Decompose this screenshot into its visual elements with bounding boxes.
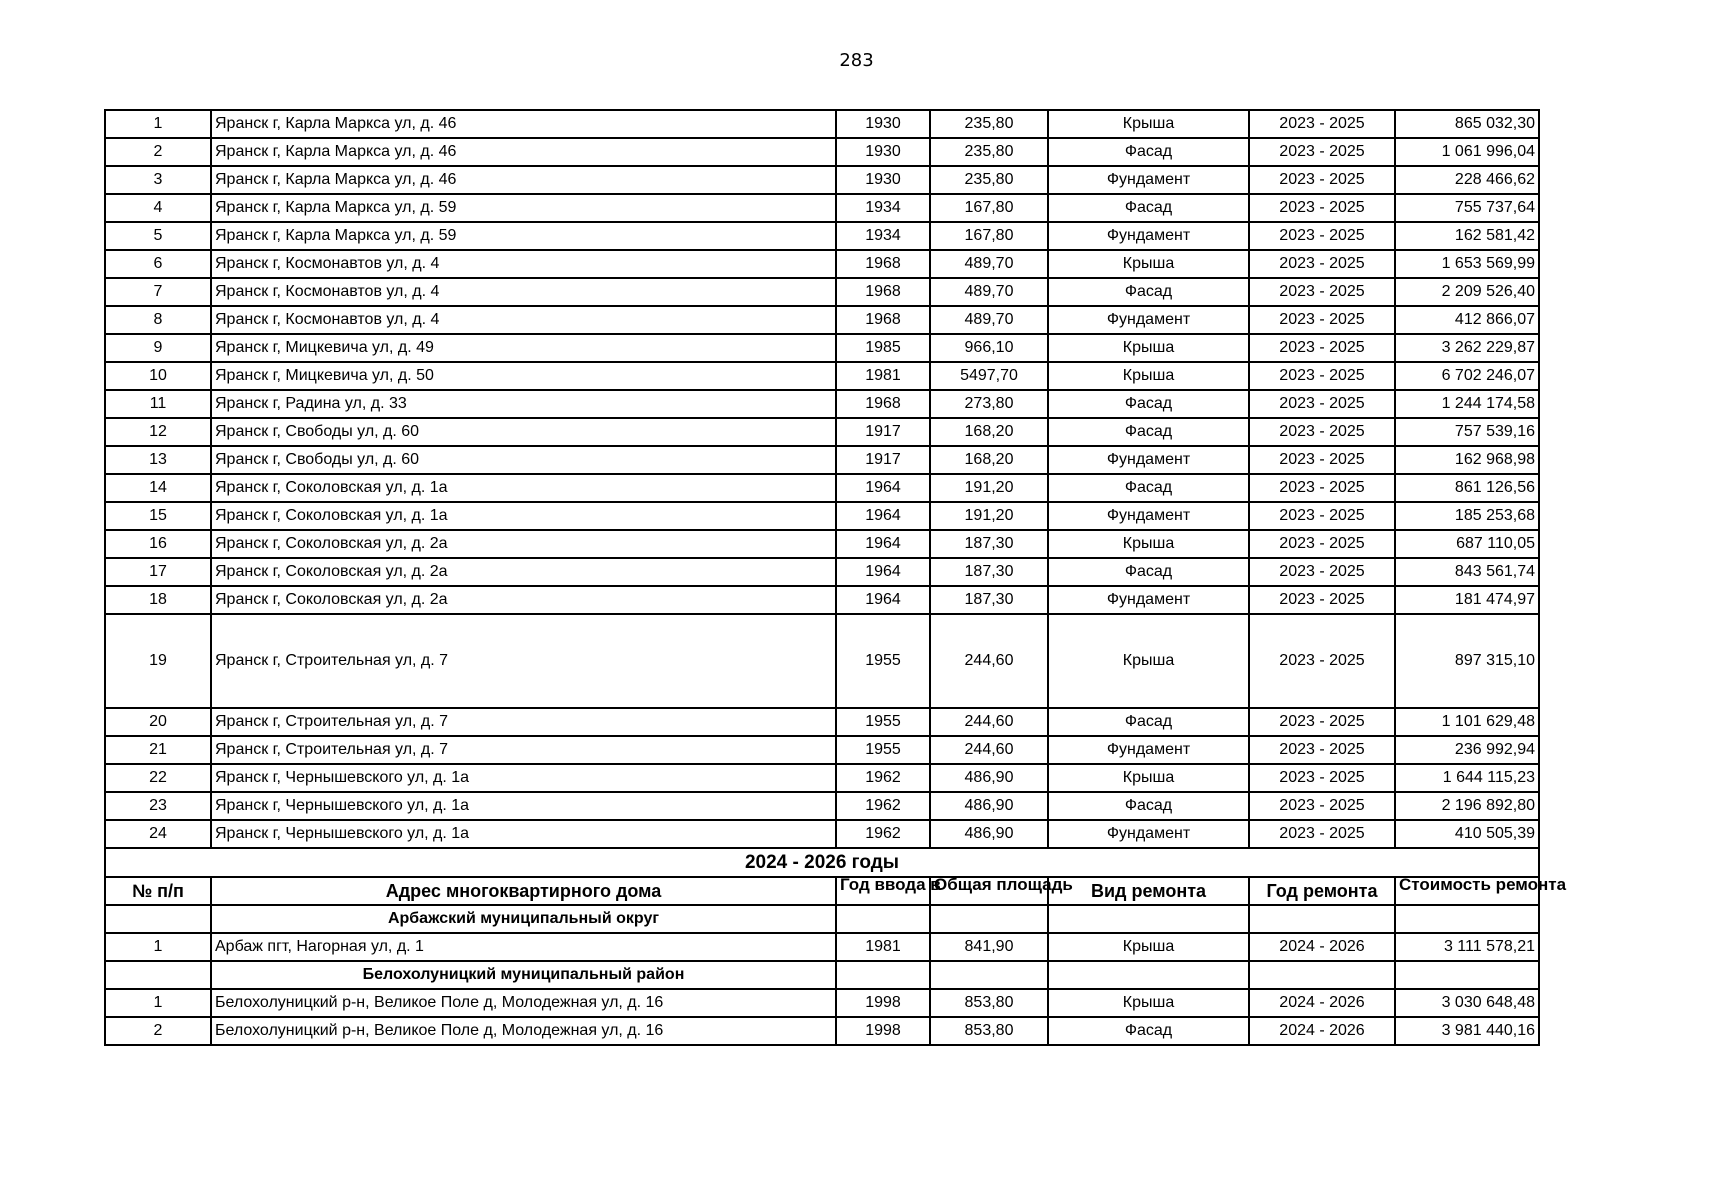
row-repair-type: Фасад <box>1048 792 1249 820</box>
row-repair-period: 2023 - 2025 <box>1249 764 1395 792</box>
row-repair-type: Крыша <box>1048 334 1249 362</box>
row-cost: 162 581,42 <box>1395 222 1539 250</box>
row-repair-period: 2024 - 2026 <box>1249 933 1395 961</box>
row-repair-period: 2023 - 2025 <box>1249 558 1395 586</box>
row-cost: 687 110,05 <box>1395 530 1539 558</box>
row-repair-period: 2023 - 2025 <box>1249 530 1395 558</box>
empty-cell <box>836 905 930 933</box>
row-number: 5 <box>105 222 211 250</box>
district-name: Арбажский муниципальный округ <box>211 905 836 933</box>
row-number: 16 <box>105 530 211 558</box>
district-name: Белохолуницкий муниципальный район <box>211 961 836 989</box>
row-year-built: 1968 <box>836 390 930 418</box>
row-year-built: 1955 <box>836 708 930 736</box>
row-repair-type: Крыша <box>1048 764 1249 792</box>
page-number: 283 <box>839 50 874 71</box>
row-number: 4 <box>105 194 211 222</box>
row-address: Яранск г, Космонавтов ул, д. 4 <box>211 278 836 306</box>
row-number: 8 <box>105 306 211 334</box>
table-row <box>105 736 1539 764</box>
table-row <box>105 250 1539 278</box>
row-cost: 1 101 629,48 <box>1395 708 1539 736</box>
row-area: 168,20 <box>930 418 1048 446</box>
row-address: Яранск г, Карла Маркса ул, д. 59 <box>211 222 836 250</box>
row-year-built: 1968 <box>836 306 930 334</box>
row-number: 2 <box>105 138 211 166</box>
table-body-2023-2025 <box>105 110 1539 848</box>
row-number: 3 <box>105 166 211 194</box>
row-number: 13 <box>105 446 211 474</box>
table-row <box>105 110 1539 138</box>
header-area <box>930 875 1073 905</box>
row-address: Яранск г, Соколовская ул, д. 2а <box>211 530 836 558</box>
row-repair-type: Фундамент <box>1048 736 1249 764</box>
row-year-built: 1964 <box>836 474 930 502</box>
row-address: Яранск г, Строительная ул, д. 7 <box>211 614 836 708</box>
row-cost: 755 737,64 <box>1395 194 1539 222</box>
row-area: 244,60 <box>930 614 1048 708</box>
row-cost: 1 061 996,04 <box>1395 138 1539 166</box>
row-area: 853,80 <box>930 1017 1048 1045</box>
row-year-built: 1981 <box>836 362 930 390</box>
empty-cell <box>1395 905 1539 933</box>
row-repair-period: 2023 - 2025 <box>1249 820 1395 848</box>
row-year-built: 1930 <box>836 138 930 166</box>
row-area: 187,30 <box>930 530 1048 558</box>
row-repair-period: 2023 - 2025 <box>1249 792 1395 820</box>
empty-cell <box>930 905 1048 933</box>
row-address: Яранск г, Карла Маркса ул, д. 46 <box>211 110 836 138</box>
row-repair-period: 2023 - 2025 <box>1249 446 1395 474</box>
row-cost: 3 981 440,16 <box>1395 1017 1539 1045</box>
row-repair-period: 2023 - 2025 <box>1249 474 1395 502</box>
row-area: 273,80 <box>930 390 1048 418</box>
row-address: Яранск г, Соколовская ул, д. 2а <box>211 558 836 586</box>
row-address: Яранск г, Свободы ул, д. 60 <box>211 446 836 474</box>
row-year-built: 1962 <box>836 764 930 792</box>
row-repair-period: 2023 - 2025 <box>1249 250 1395 278</box>
row-number: 19 <box>105 614 211 708</box>
table-row <box>105 446 1539 474</box>
row-year-built: 1962 <box>836 820 930 848</box>
header-repair-type: Вид ремонта <box>1048 877 1249 905</box>
row-address: Яранск г, Свободы ул, д. 60 <box>211 418 836 446</box>
row-area: 853,80 <box>930 989 1048 1017</box>
table-row <box>105 222 1539 250</box>
table-row <box>105 362 1539 390</box>
row-area: 191,20 <box>930 502 1048 530</box>
row-number: 10 <box>105 362 211 390</box>
row-repair-period: 2023 - 2025 <box>1249 362 1395 390</box>
table-row <box>105 334 1539 362</box>
row-address: Яранск г, Карла Маркса ул, д. 59 <box>211 194 836 222</box>
row-number: 7 <box>105 278 211 306</box>
row-repair-type: Крыша <box>1048 933 1249 961</box>
row-repair-period: 2023 - 2025 <box>1249 194 1395 222</box>
empty-cell <box>105 961 211 989</box>
empty-cell <box>836 961 930 989</box>
row-repair-type: Крыша <box>1048 614 1249 708</box>
row-year-built: 1968 <box>836 250 930 278</box>
row-repair-type: Фасад <box>1048 474 1249 502</box>
row-repair-period: 2023 - 2025 <box>1249 418 1395 446</box>
row-repair-type: Фасад <box>1048 278 1249 306</box>
row-address: Яранск г, Соколовская ул, д. 1а <box>211 474 836 502</box>
row-repair-type: Фасад <box>1048 418 1249 446</box>
header-number: № п/п <box>105 877 211 905</box>
row-number: 14 <box>105 474 211 502</box>
table-row <box>105 586 1539 614</box>
table-row <box>105 933 1539 961</box>
row-area: 235,80 <box>930 110 1048 138</box>
row-address: Яранск г, Карла Маркса ул, д. 46 <box>211 138 836 166</box>
row-year-built: 1964 <box>836 586 930 614</box>
row-number: 2 <box>105 1017 211 1045</box>
table-row <box>105 530 1539 558</box>
row-repair-period: 2023 - 2025 <box>1249 502 1395 530</box>
empty-cell <box>1048 905 1249 933</box>
repair-table <box>104 109 1567 1046</box>
row-number: 11 <box>105 390 211 418</box>
table-row <box>105 390 1539 418</box>
row-area: 489,70 <box>930 278 1048 306</box>
row-year-built: 1964 <box>836 558 930 586</box>
empty-cell <box>1249 905 1395 933</box>
table-row <box>105 278 1539 306</box>
row-area: 5497,70 <box>930 362 1048 390</box>
row-repair-type: Фундамент <box>1048 166 1249 194</box>
row-repair-period: 2023 - 2025 <box>1249 138 1395 166</box>
row-number: 22 <box>105 764 211 792</box>
row-repair-type: Фасад <box>1048 194 1249 222</box>
row-repair-period: 2023 - 2025 <box>1249 110 1395 138</box>
row-cost: 2 209 526,40 <box>1395 278 1539 306</box>
row-repair-period: 2023 - 2025 <box>1249 166 1395 194</box>
row-address: Яранск г, Чернышевского ул, д. 1а <box>211 820 836 848</box>
row-repair-type: Фундамент <box>1048 446 1249 474</box>
row-cost: 865 032,30 <box>1395 110 1539 138</box>
row-number: 9 <box>105 334 211 362</box>
row-address: Яранск г, Мицкевича ул, д. 49 <box>211 334 836 362</box>
row-number: 20 <box>105 708 211 736</box>
table-row <box>105 138 1539 166</box>
row-repair-type: Фундамент <box>1048 586 1249 614</box>
row-repair-type: Фундамент <box>1048 820 1249 848</box>
row-year-built: 1981 <box>836 933 930 961</box>
row-repair-period: 2024 - 2026 <box>1249 989 1395 1017</box>
row-area: 167,80 <box>930 194 1048 222</box>
row-year-built: 1934 <box>836 222 930 250</box>
row-address: Яранск г, Чернышевского ул, д. 1а <box>211 764 836 792</box>
row-cost: 861 126,56 <box>1395 474 1539 502</box>
row-cost: 6 702 246,07 <box>1395 362 1539 390</box>
section-title-row <box>105 848 1539 877</box>
row-year-built: 1998 <box>836 1017 930 1045</box>
table-row <box>105 764 1539 792</box>
row-number: 15 <box>105 502 211 530</box>
row-area: 486,90 <box>930 792 1048 820</box>
row-year-built: 1917 <box>836 446 930 474</box>
header-area-text: Общая площадь <box>934 875 1073 894</box>
row-area: 235,80 <box>930 166 1048 194</box>
row-address: Яранск г, Мицкевича ул, д. 50 <box>211 362 836 390</box>
empty-cell <box>105 905 211 933</box>
row-area: 489,70 <box>930 250 1048 278</box>
row-repair-type: Фасад <box>1048 708 1249 736</box>
row-address: Белохолуницкий р-н, Великое Поле д, Молодежная ул, д. 16 <box>211 1017 836 1045</box>
row-repair-type: Крыша <box>1048 362 1249 390</box>
district-row <box>105 905 1539 933</box>
row-year-built: 1968 <box>836 278 930 306</box>
header-cost-text: Стоимость ремонта <box>1399 875 1567 894</box>
header-repair-year: Год ремонта <box>1249 877 1395 905</box>
table-row <box>105 502 1539 530</box>
row-repair-period: 2023 - 2025 <box>1249 736 1395 764</box>
section-title: 2024 - 2026 годы <box>105 848 1539 877</box>
row-address: Яранск г, Соколовская ул, д. 1а <box>211 502 836 530</box>
table-row <box>105 792 1539 820</box>
table-row <box>105 166 1539 194</box>
row-number: 23 <box>105 792 211 820</box>
row-repair-type: Крыша <box>1048 989 1249 1017</box>
row-number: 12 <box>105 418 211 446</box>
row-number: 1 <box>105 989 211 1017</box>
row-address: Яранск г, Строительная ул, д. 7 <box>211 708 836 736</box>
table-body-2024-2026 <box>105 905 1539 1045</box>
row-repair-period: 2023 - 2025 <box>1249 390 1395 418</box>
row-cost: 1 644 115,23 <box>1395 764 1539 792</box>
row-cost: 2 196 892,80 <box>1395 792 1539 820</box>
row-cost: 410 505,39 <box>1395 820 1539 848</box>
row-number: 1 <box>105 933 211 961</box>
table-row <box>105 614 1539 708</box>
row-repair-type: Фундамент <box>1048 306 1249 334</box>
row-year-built: 1985 <box>836 334 930 362</box>
row-cost: 162 968,98 <box>1395 446 1539 474</box>
empty-cell <box>1249 961 1395 989</box>
row-number: 17 <box>105 558 211 586</box>
row-area: 841,90 <box>930 933 1048 961</box>
row-repair-period: 2023 - 2025 <box>1249 708 1395 736</box>
row-cost: 3 030 648,48 <box>1395 989 1539 1017</box>
row-address: Яранск г, Космонавтов ул, д. 4 <box>211 250 836 278</box>
row-cost: 3 111 578,21 <box>1395 933 1539 961</box>
row-area: 167,80 <box>930 222 1048 250</box>
row-cost: 185 253,68 <box>1395 502 1539 530</box>
row-year-built: 1955 <box>836 614 930 708</box>
row-cost: 412 866,07 <box>1395 306 1539 334</box>
empty-cell <box>930 961 1048 989</box>
row-address: Белохолуницкий р-н, Великое Поле д, Молодежная ул, д. 16 <box>211 989 836 1017</box>
empty-cell <box>1048 961 1249 989</box>
row-year-built: 1964 <box>836 502 930 530</box>
row-number: 21 <box>105 736 211 764</box>
row-repair-type: Фасад <box>1048 390 1249 418</box>
row-address: Яранск г, Соколовская ул, д. 2а <box>211 586 836 614</box>
row-area: 486,90 <box>930 820 1048 848</box>
row-area: 966,10 <box>930 334 1048 362</box>
row-area: 244,60 <box>930 736 1048 764</box>
row-repair-type: Фасад <box>1048 1017 1249 1045</box>
row-area: 187,30 <box>930 586 1048 614</box>
row-repair-type: Фасад <box>1048 138 1249 166</box>
row-address: Яранск г, Карла Маркса ул, д. 46 <box>211 166 836 194</box>
row-repair-period: 2023 - 2025 <box>1249 306 1395 334</box>
header-address: Адрес многоквартирного дома <box>211 877 836 905</box>
row-address: Яранск г, Радина ул, д. 33 <box>211 390 836 418</box>
row-year-built: 1934 <box>836 194 930 222</box>
district-row <box>105 961 1539 989</box>
row-area: 486,90 <box>930 764 1048 792</box>
row-address: Яранск г, Чернышевского ул, д. 1а <box>211 792 836 820</box>
row-cost: 1 244 174,58 <box>1395 390 1539 418</box>
row-address: Арбаж пгт, Нагорная ул, д. 1 <box>211 933 836 961</box>
row-repair-type: Фасад <box>1048 558 1249 586</box>
row-address: Яранск г, Строительная ул, д. 7 <box>211 736 836 764</box>
row-year-built: 1930 <box>836 110 930 138</box>
table-row <box>105 1017 1539 1045</box>
row-repair-type: Фундамент <box>1048 502 1249 530</box>
row-area: 168,20 <box>930 446 1048 474</box>
row-repair-type: Крыша <box>1048 250 1249 278</box>
row-cost: 843 561,74 <box>1395 558 1539 586</box>
row-repair-type: Фундамент <box>1048 222 1249 250</box>
table-row <box>105 306 1539 334</box>
row-number: 18 <box>105 586 211 614</box>
header-row <box>105 877 1539 905</box>
row-area: 244,60 <box>930 708 1048 736</box>
table-row <box>105 474 1539 502</box>
table-row <box>105 820 1539 848</box>
row-year-built: 1962 <box>836 792 930 820</box>
row-year-built: 1955 <box>836 736 930 764</box>
table-row <box>105 989 1539 1017</box>
row-repair-type: Крыша <box>1048 530 1249 558</box>
row-year-built: 1917 <box>836 418 930 446</box>
empty-cell <box>1395 961 1539 989</box>
row-cost: 757 539,16 <box>1395 418 1539 446</box>
table-row <box>105 194 1539 222</box>
table-row <box>105 558 1539 586</box>
row-address: Яранск г, Космонавтов ул, д. 4 <box>211 306 836 334</box>
row-number: 6 <box>105 250 211 278</box>
row-area: 191,20 <box>930 474 1048 502</box>
row-year-built: 1998 <box>836 989 930 1017</box>
header-year-built-text: Год ввода в <box>840 875 941 894</box>
row-year-built: 1964 <box>836 530 930 558</box>
row-repair-type: Крыша <box>1048 110 1249 138</box>
row-repair-period: 2023 - 2025 <box>1249 222 1395 250</box>
row-cost: 236 992,94 <box>1395 736 1539 764</box>
row-area: 489,70 <box>930 306 1048 334</box>
row-repair-period: 2023 - 2025 <box>1249 278 1395 306</box>
row-area: 235,80 <box>930 138 1048 166</box>
table-section-2024-2026 <box>105 848 1567 905</box>
row-area: 187,30 <box>930 558 1048 586</box>
header-year-built <box>836 875 941 905</box>
row-repair-period: 2024 - 2026 <box>1249 1017 1395 1045</box>
row-cost: 228 466,62 <box>1395 166 1539 194</box>
row-year-built: 1930 <box>836 166 930 194</box>
row-repair-period: 2023 - 2025 <box>1249 614 1395 708</box>
table-row <box>105 708 1539 736</box>
row-number: 1 <box>105 110 211 138</box>
row-cost: 181 474,97 <box>1395 586 1539 614</box>
row-repair-period: 2023 - 2025 <box>1249 334 1395 362</box>
row-cost: 897 315,10 <box>1395 614 1539 708</box>
row-cost: 3 262 229,87 <box>1395 334 1539 362</box>
row-repair-period: 2023 - 2025 <box>1249 586 1395 614</box>
header-cost <box>1395 875 1567 905</box>
row-cost: 1 653 569,99 <box>1395 250 1539 278</box>
table-row <box>105 418 1539 446</box>
row-number: 24 <box>105 820 211 848</box>
